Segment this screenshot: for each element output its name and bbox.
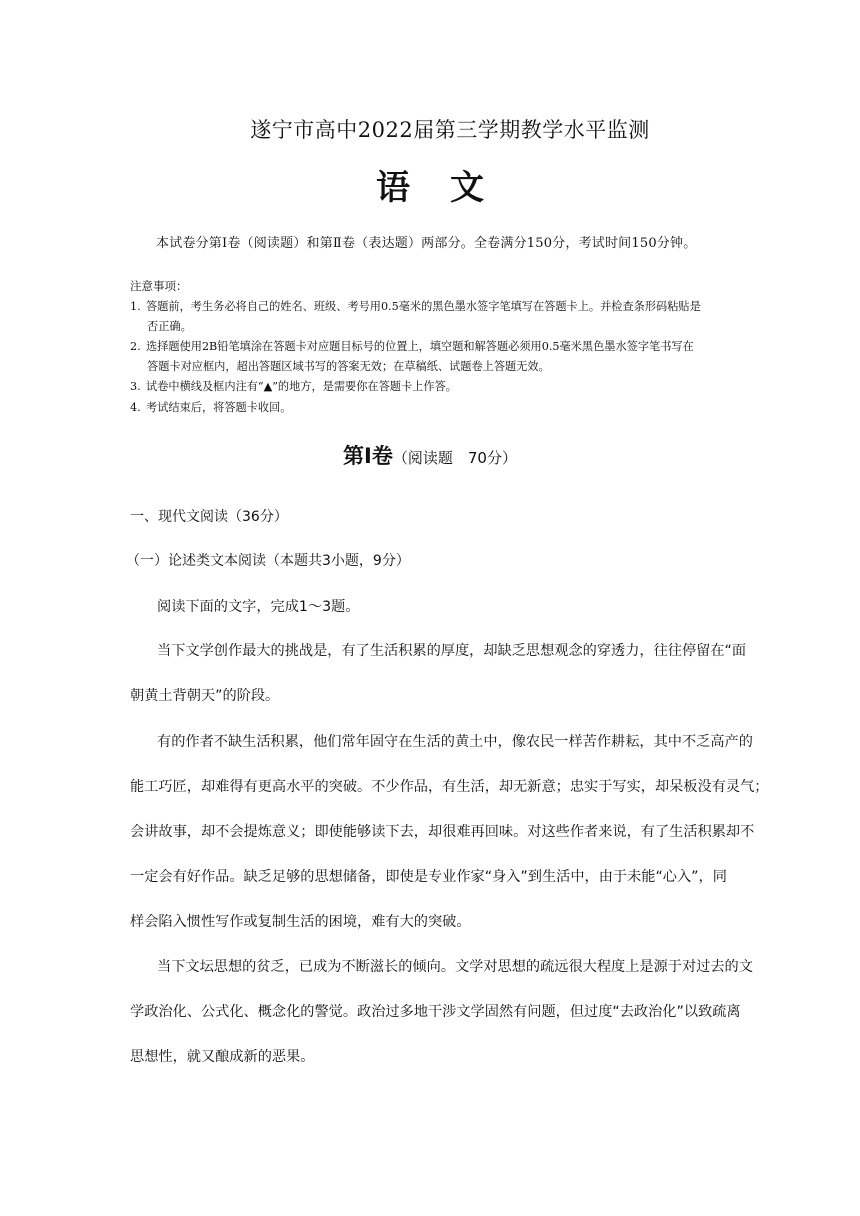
volume-name: 第Ⅰ卷 (343, 444, 393, 468)
volume-subtitle: （阅读题 70分） (392, 449, 517, 467)
paragraph-line: 学政治化、公式化、概念化的警觉。政治过多地干涉文学固然有问题，但过度“去政治化”以致疏离 (130, 1004, 741, 1020)
notice-number: 4. (130, 401, 141, 414)
exam-title: 遂宁市高中2022届第三学期教学水平监测 (250, 118, 650, 142)
notice-line: 否正确。 (147, 320, 192, 333)
notice-item (130, 298, 701, 314)
notice-item (130, 338, 694, 354)
volume-title (0, 440, 860, 470)
paragraph-line: 有的作者不缺生活积累，他们常年固守在生活的黄土中，像农民一样苦作耕耘，其中不乏高产的 (157, 734, 753, 750)
paragraph-line: 朝黄土背朝天”的阶段。 (130, 688, 280, 704)
notice-number: 1. (130, 300, 141, 313)
notice-number: 3. (130, 380, 141, 393)
notice-heading: 注意事项： (130, 279, 188, 293)
paragraph-line: 当下文学创作最大的挑战是，有了生活积累的厚度，却缺乏思想观念的穿透力，往往停留在“面 (157, 643, 747, 659)
paragraph-line: 当下文坛思想的贫乏，已成为不断滋长的倾向。文学对思想的疏远很大程度上是源于对过去的文 (157, 959, 753, 975)
reading-instruction: 阅读下面的文字，完成1～3题。 (157, 599, 360, 615)
section-heading: 一、现代文阅读（36分） (130, 509, 288, 525)
paragraph-line: 会讲故事，却不会提炼意义；即使能够读下去，却很难再回味。对这些作者来说，有了生活积累却不 (130, 824, 755, 840)
notice-item (130, 378, 457, 394)
paragraph-line: 一定会有好作品。缺乏足够的思想储备，即使是专业作家“身入”到生活中，由于未能“心入”，同 (130, 869, 727, 885)
paragraph-line: 样会陷入惯性写作或复制生活的困境，难有大的突破。 (130, 914, 471, 930)
notice-number: 2. (130, 340, 141, 353)
paragraph-line: 思想性，就又酿成新的恶果。 (130, 1049, 315, 1065)
notice-item (130, 399, 291, 415)
exam-intro: 本试卷分第Ⅰ卷（阅读题）和第Ⅱ卷（表达题）两部分。全卷满分150分，考试时间150分钟。 (156, 236, 697, 251)
notice-line: 答题前，考生务必将自己的姓名、班级、考号用0.5毫米的黑色墨水签字笔填写在答题卡上。并检查条形码粘贴是 (146, 300, 701, 313)
notice-line: 答题卡对应框内，超出答题区域书写的答案无效；在草稿纸、试题卷上答题无效。 (147, 360, 550, 373)
notice-line: 选择题使用2B铅笔填涂在答题卡对应题目标号的位置上，填空题和解答题必须用0.5毫米黑色墨水签字笔书写在 (146, 340, 694, 353)
paragraph-line: 能工巧匠，却难得有更高水平的突破。不少作品，有生活，却无新意；忠实于写实，却呆板没有灵气； (130, 779, 769, 795)
subject-title: 语文 (376, 168, 524, 208)
notice-line: 考试结束后，将答题卡收回。 (146, 401, 292, 414)
notice-line: 试卷中横线及框内注有“▲”的地方，是需要你在答题卡上作答。 (146, 380, 457, 393)
subsection-heading: （一）论述类文本阅读（本题共3小题，9分） (126, 553, 410, 569)
